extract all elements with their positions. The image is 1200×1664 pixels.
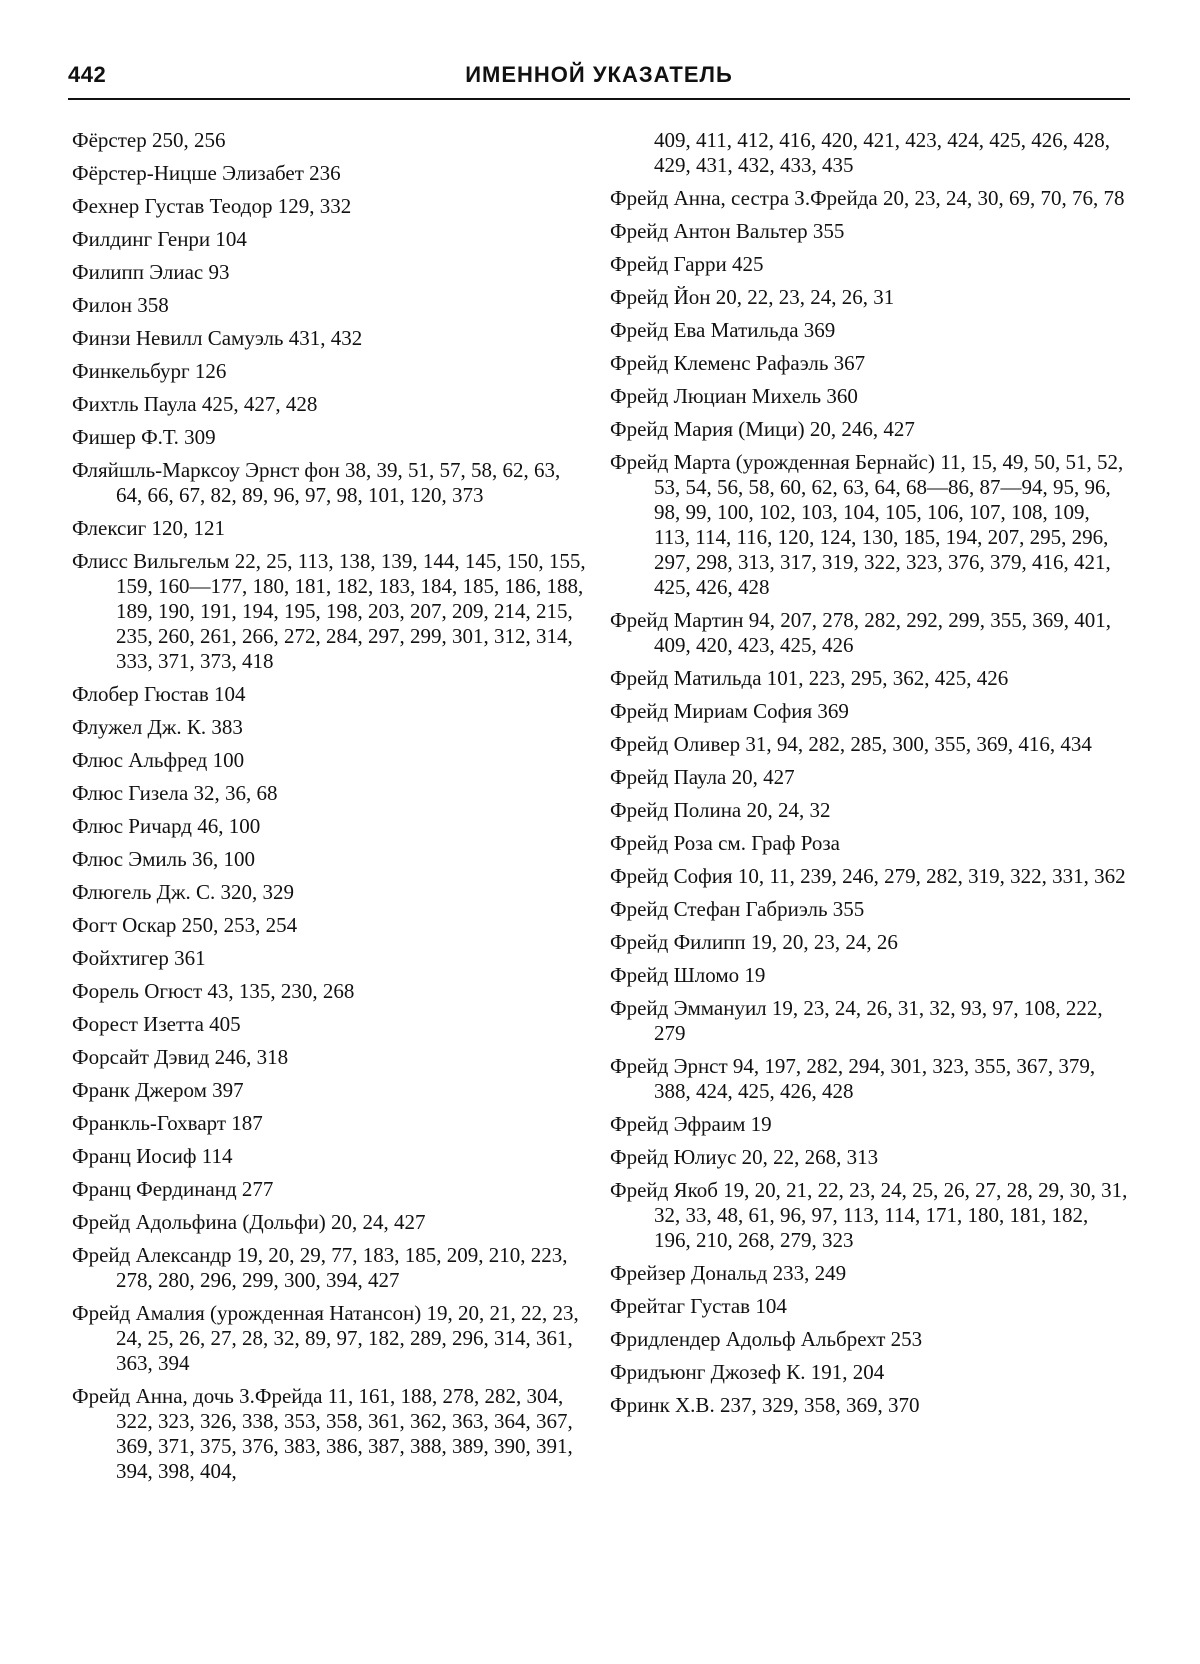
index-entry: Форсайт Дэвид 246, 318 [72,1045,289,1069]
index-entry: Флисс Вильгельм 22, 25, 113, 138, 139, 144, 145, 150, 155, 159, 160—177, 180, 181, 182, 183, 184, 185, 186, 188, 189, 190, 191, 194, 195, 198, 203, 207, 209, 214, 215, 235, 260, 261, 266, 272, 284, 297, 299, 301, 312, 314, 333, 371, 373, 418 [72,549,586,673]
index-entry: Фрейд Полина 20, 24, 32 [610,798,831,822]
index-entry: Фринк Х.В. 237, 329, 358, 369, 370 [610,1393,920,1417]
index-entry: Фихтль Паула 425, 427, 428 [72,392,318,416]
index-entry: Фрейд Мартин 94, 207, 278, 282, 292, 299, 355, 369, 401, 409, 420, 423, 425, 426 [610,608,1111,657]
index-entry: Фляйшль-Марксоу Эрнст фон 38, 39, 51, 57, 58, 62, 63, 64, 66, 67, 82, 89, 96, 97, 98, 101, 120, 373 [72,458,561,507]
index-entry: Флюс Ричард 46, 100 [72,814,261,838]
index-entry: Фрейд Стефан Габриэль 355 [610,897,865,921]
index-entry: Флюс Эмиль 36, 100 [72,847,255,871]
index-entry: Франкль-Гохварт 187 [72,1111,263,1135]
index-entry: Финзи Невилл Самуэль 431, 432 [72,326,363,350]
index-entry: Фрейд Эфраим 19 [610,1112,772,1136]
index-entry: Фридлендер Адольф Альбрехт 253 [610,1327,923,1351]
index-entry: Франц Иосиф 114 [72,1144,233,1168]
page-header [68,56,1130,96]
index-entry: Фрейд Эрнст 94, 197, 282, 294, 301, 323, 355, 367, 379, 388, 424, 425, 426, 428 [610,1054,1096,1103]
index-entry: Фрейд Эммануил 19, 23, 24, 26, 31, 32, 93, 97, 108, 222, 279 [610,996,1103,1045]
index-entry: Фрейд Гарри 425 [610,252,764,276]
index-column-left [72,128,586,1492]
running-title: ИМЕННОЙ УКАЗАТЕЛЬ [465,62,733,87]
index-entry: Флексиг 120, 121 [72,516,225,540]
index-entry: Фойхтигер 361 [72,946,206,970]
index-entry: Филон 358 [72,293,169,317]
index-entry: Флюгель Дж. С. 320, 329 [72,880,295,904]
index-entry: Фрейд Юлиус 20, 22, 268, 313 [610,1145,879,1169]
index-entry: Фрейд Анна, дочь З.Фрейда 11, 161, 188, 278, 282, 304, 322, 323, 326, 338, 353, 358, 361, 362, 363, 364, 367, 369, 371, 375, 376, 383, 386, 387, 388, 389, 390, 391, 394, 398, 404, [72,1384,573,1483]
index-entry: Фрейд Антон Вальтер 355 [610,219,845,243]
index-entry: Фрейд Шломо 19 [610,963,766,987]
index-entry: Фрейд Анна, сестра З.Фрейда 20, 23, 24, 30, 69, 70, 76, 78 [610,186,1125,210]
index-entry: Фрейд Мария (Мици) 20, 246, 427 [610,417,915,441]
index-entry: Фрейд Оливер 31, 94, 282, 285, 300, 355, 369, 416, 434 [610,732,1092,756]
index-entry: Форест Изетта 405 [72,1012,241,1036]
index-entry: 409, 411, 412, 416, 420, 421, 423, 424, 425, 426, 428, 429, 431, 432, 433, 435 [654,128,1110,177]
index-entry: Финкельбург 126 [72,359,227,383]
index-entry: Фехнер Густав Теодор 129, 332 [72,194,352,218]
index-column-right [610,128,1130,1426]
index-entry: Фрейд Адольфина (Дольфи) 20, 24, 427 [72,1210,426,1234]
index-entry: Флужел Дж. К. 383 [72,715,243,739]
index-entry: Фрейзер Дональд 233, 249 [610,1261,847,1285]
index-entry: Фрейд Люциан Михель 360 [610,384,858,408]
index-entry: Фрейд Марта (урожденная Бернайс) 11, 15, 49, 50, 51, 52, 53, 54, 56, 58, 60, 62, 63, 64, 68—86, 87—94, 95, 96, 98, 99, 100, 102, 103, 104, 105, 106, 107, 108, 109, 113, 114, 116, 120, 124, 130, 185, 194, 207, 295, 296, 297, 298, 313, 317, 319, 322, 323, 376, 379, 416, 421, 425, 426, 428 [610,450,1124,599]
index-entry: Фишер Ф.Т. 309 [72,425,216,449]
index-entry: Фёрстер 250, 256 [72,128,226,152]
index-entry: Фрейд София 10, 11, 239, 246, 279, 282, 319, 322, 331, 362 [610,864,1126,888]
index-entry: Фрейд Александр 19, 20, 29, 77, 183, 185, 209, 210, 223, 278, 280, 296, 299, 300, 394, 427 [72,1243,568,1292]
index-entry: Филдинг Генри 104 [72,227,247,251]
index-entry: Фрейд Ева Матильда 369 [610,318,836,342]
index-entry: Фрейд Роза см. Граф Роза [610,831,840,855]
index-entry: Форель Огюст 43, 135, 230, 268 [72,979,355,1003]
index-entry: Фрейд Клеменс Рафаэль 367 [610,351,866,375]
page-number: 442 [68,62,107,87]
index-entry: Филипп Элиас 93 [72,260,230,284]
index-entry: Фрейд Мириам София 369 [610,699,849,723]
index-entry: Фогт Оскар 250, 253, 254 [72,913,298,937]
index-entry: Франц Фердинанд 277 [72,1177,274,1201]
index-entry: Фрейд Йон 20, 22, 23, 24, 26, 31 [610,285,895,309]
index-entry: Фридъюнг Джозеф К. 191, 204 [610,1360,885,1384]
index-entry: Флюс Гизела 32, 36, 68 [72,781,278,805]
index-entry: Фрейд Паула 20, 427 [610,765,795,789]
index-entry: Фрейд Филипп 19, 20, 23, 24, 26 [610,930,898,954]
header-rule [68,98,1130,100]
index-entry: Флюс Альфред 100 [72,748,245,772]
index-entry: Фрейд Матильда 101, 223, 295, 362, 425, 426 [610,666,1009,690]
index-entry: Франк Джером 397 [72,1078,244,1102]
index-entry: Фрейд Амалия (урожденная Натансон) 19, 20, 21, 22, 23, 24, 25, 26, 27, 28, 32, 89, 97, 182, 289, 296, 314, 361, 363, 394 [72,1301,579,1375]
index-entry: Фрейтаг Густав 104 [610,1294,787,1318]
index-entry: Флобер Гюстав 104 [72,682,246,706]
index-entry: Фрейд Якоб 19, 20, 21, 22, 23, 24, 25, 26, 27, 28, 29, 30, 31, 32, 33, 48, 61, 96, 97, 113, 114, 171, 180, 181, 182, 196, 210, 268, 279, 323 [610,1178,1128,1252]
index-entry: Фёрстер-Ницше Элизабет 236 [72,161,341,185]
